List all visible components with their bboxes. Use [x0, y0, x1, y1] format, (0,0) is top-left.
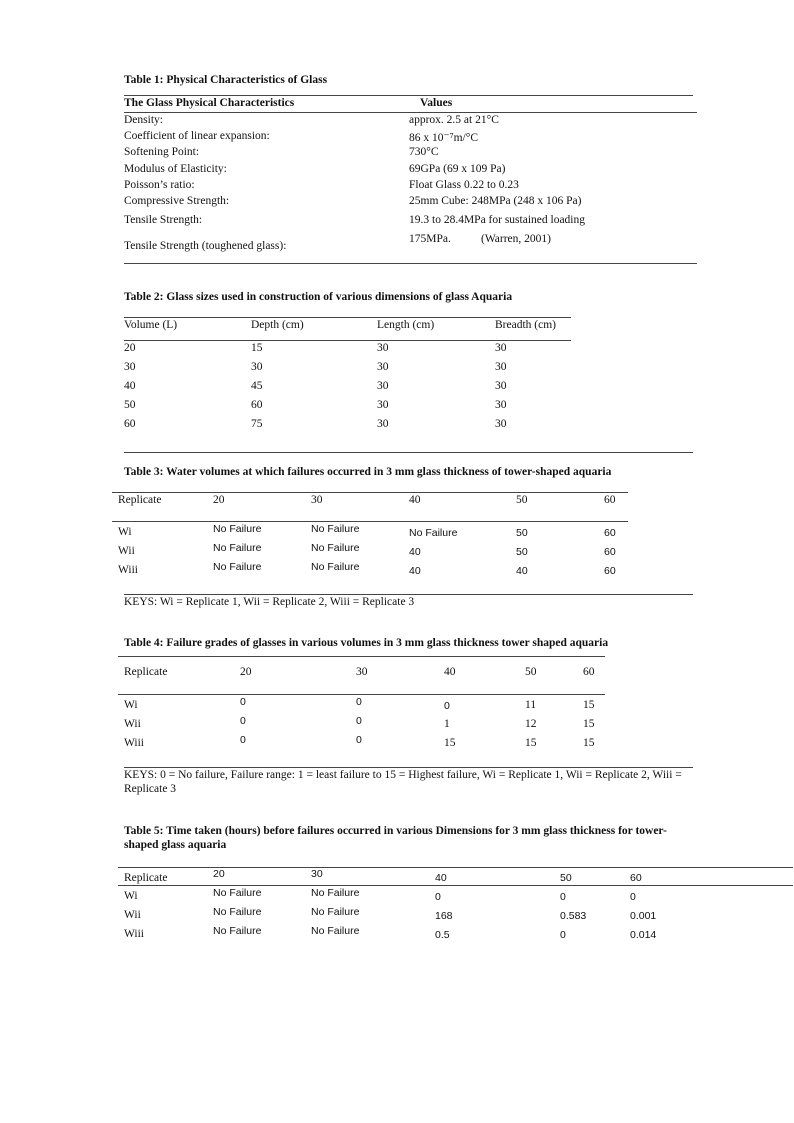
table1-label: Density: [124, 114, 163, 126]
table3-cell: No Failure [213, 542, 262, 554]
table2-cell: 30 [377, 361, 389, 373]
table5-cell: Wii [124, 909, 141, 921]
table5-header: 40 [435, 872, 447, 884]
table3-header: 40 [409, 494, 421, 506]
table5-header-rule [118, 885, 793, 886]
table4-header: 50 [525, 666, 537, 678]
table2-cell: 60 [251, 399, 263, 411]
table4-cell: 0 [356, 715, 362, 727]
table3-cell: 40 [409, 546, 421, 558]
table5-cell: 0 [435, 891, 441, 903]
table5-header: 50 [560, 872, 572, 884]
table2-cell: 30 [377, 399, 389, 411]
table2-cell: 20 [124, 342, 136, 354]
table1-header-characteristic: The Glass Physical Characteristics [124, 97, 295, 109]
table5-cell: 0.583 [560, 910, 587, 922]
table5-cell: 0.5 [435, 929, 450, 941]
table3-header: 60 [604, 494, 616, 506]
table1-value: 730°C [409, 146, 439, 158]
table1-label: Poisson’s ratio: [124, 179, 195, 191]
table4-cell: 0 [356, 696, 362, 708]
table5-caption: Table 5: Time taken (hours) before failures occurred in various Dimensions for 3 mm glass thickness for tower-shaped glass aquaria [124, 825, 667, 851]
table2-header: Length (cm) [377, 319, 435, 331]
table5-header: 20 [213, 868, 225, 880]
table1-top-rule [124, 95, 693, 96]
table2-cell: 30 [251, 361, 263, 373]
table2-cell: 50 [124, 399, 136, 411]
table1-bottom-rule [124, 263, 697, 264]
table4-header: 60 [583, 666, 595, 678]
table2-top-rule [124, 317, 571, 318]
table5-cell: No Failure [311, 925, 360, 937]
table3-cell: No Failure [409, 527, 458, 539]
table3-header: 20 [213, 494, 225, 506]
table3-cell: No Failure [311, 523, 360, 535]
table4-caption: Table 4: Failure grades of glasses in various volumes in 3 mm glass thickness tower shaped aquaria [124, 637, 609, 649]
table3-cell: 50 [516, 527, 528, 539]
table1-label: Compressive Strength: [124, 195, 230, 207]
table2-header: Depth (cm) [251, 319, 304, 331]
table4-cell: 1 [444, 718, 450, 730]
table5-cell: Wi [124, 890, 138, 902]
table3-caption: Table 3: Water volumes at which failures occurred in 3 mm glass thickness of tower-shaped aquaria [124, 466, 612, 478]
table5-cell: No Failure [213, 887, 262, 899]
table2-cell: 30 [495, 418, 507, 430]
table4-cell: 15 [525, 737, 537, 749]
table4-header: 20 [240, 666, 252, 678]
table1-value: 25mm Cube: 248MPa (248 x 106 Pa) [409, 195, 582, 207]
table2-cell: 15 [251, 342, 263, 354]
table4-cell: 15 [583, 699, 595, 711]
table4-cell: 0 [444, 700, 450, 712]
table4-cell: 0 [240, 715, 246, 727]
table1-value: 69GPa (69 x 109 Pa) [409, 163, 506, 175]
table2-cell: 30 [495, 361, 507, 373]
table5-header: 30 [311, 868, 323, 880]
table4-header: 40 [444, 666, 456, 678]
table3-cell: No Failure [311, 542, 360, 554]
table3-bottom-rule [124, 594, 693, 595]
table3-cell: 40 [516, 565, 528, 577]
table2-caption: Table 2: Glass sizes used in construction of various dimensions of glass Aquaria [124, 291, 513, 303]
table5-cell: 0.001 [630, 910, 657, 922]
table2-cell: 30 [377, 418, 389, 430]
table2-header: Breadth (cm) [495, 319, 556, 331]
table5-cell: 168 [435, 910, 453, 922]
table4-cell: 11 [525, 699, 537, 711]
table1-label: Coefficient of linear expansion: [124, 130, 270, 142]
table1-value: 19.3 to 28.4MPa for sustained loading [409, 214, 585, 226]
table4-keys: KEYS: 0 = No failure, Failure range: 1 = least failure to 15 = Highest failure, Wi = Replicate 1, Wii = Replicate 2, Wiii = Replicate 3 [124, 769, 682, 795]
table1-value: approx. 2.5 at 21°C [409, 114, 499, 126]
table5-cell: 0 [560, 929, 566, 941]
table1-value: Float Glass 0.22 to 0.23 [409, 179, 519, 191]
table2-header: Volume (L) [124, 319, 178, 331]
table1-header-values: Values [420, 97, 453, 109]
table3-cell: Wiii [118, 564, 138, 576]
table1-label: Tensile Strength: [124, 214, 203, 226]
table3-top-rule [112, 492, 628, 493]
table2-cell: 40 [124, 380, 136, 392]
table2-cell: 75 [251, 418, 263, 430]
table2-header-rule [124, 340, 571, 341]
table4-cell: 15 [583, 737, 595, 749]
table5-cell: No Failure [311, 906, 360, 918]
table3-header: Replicate [118, 494, 162, 506]
table1-caption: Table 1: Physical Characteristics of Glass [124, 74, 328, 86]
table5-cell: No Failure [213, 906, 262, 918]
table3-cell: 60 [604, 546, 616, 558]
table4-header: 30 [356, 666, 368, 678]
table4-cell: 15 [444, 737, 456, 749]
table1-label: Tensile Strength (toughened glass): [124, 240, 287, 252]
table1-value: 86 x 10⁻⁷m/°C [409, 132, 478, 144]
table1-header-rule [124, 112, 697, 113]
table3-header: 30 [311, 494, 323, 506]
table3-cell: 60 [604, 565, 616, 577]
table4-cell: Wiii [124, 737, 144, 749]
table2-cell: 30 [377, 342, 389, 354]
table2-cell: 30 [495, 380, 507, 392]
table3-cell: 50 [516, 546, 528, 558]
table5-cell: 0 [560, 891, 566, 903]
table3-cell: Wii [118, 545, 135, 557]
table1-value: 175MPa. [409, 233, 451, 245]
table4-cell: 15 [583, 718, 595, 730]
table3-cell: No Failure [213, 561, 262, 573]
table4-cell: 0 [240, 696, 246, 708]
table4-cell: 0 [356, 734, 362, 746]
table1-label: Softening Point: [124, 146, 200, 158]
table1-label: Modulus of Elasticity: [124, 163, 227, 175]
table4-header-rule [118, 694, 605, 695]
table4-top-rule [118, 656, 605, 657]
table5-header: Replicate [124, 872, 168, 884]
table4-cell: Wii [124, 718, 141, 730]
table4-cell: 12 [525, 718, 537, 730]
table2-bottom-rule [124, 452, 693, 453]
table3-header: 50 [516, 494, 528, 506]
table5-header: 60 [630, 872, 642, 884]
table3-keys: KEYS: Wi = Replicate 1, Wii = Replicate 2, Wiii = Replicate 3 [124, 596, 415, 608]
table3-header-rule [112, 521, 628, 522]
table5-cell: 0.014 [630, 929, 657, 941]
table2-cell: 30 [495, 342, 507, 354]
table4-header: Replicate [124, 666, 168, 678]
table4-cell: Wi [124, 699, 138, 711]
table2-cell: 45 [251, 380, 263, 392]
table3-cell: No Failure [213, 523, 262, 535]
table4-cell: 0 [240, 734, 246, 746]
table2-cell: 30 [124, 361, 136, 373]
table2-cell: 30 [377, 380, 389, 392]
table5-cell: Wiii [124, 928, 144, 940]
table2-cell: 30 [495, 399, 507, 411]
table3-cell: 60 [604, 527, 616, 539]
table1-citation: (Warren, 2001) [481, 233, 551, 245]
table2-cell: 60 [124, 418, 136, 430]
table3-cell: 40 [409, 565, 421, 577]
table5-cell: 0 [630, 891, 636, 903]
table5-cell: No Failure [311, 887, 360, 899]
table5-cell: No Failure [213, 925, 262, 937]
table3-cell: No Failure [311, 561, 360, 573]
table3-cell: Wi [118, 526, 132, 538]
